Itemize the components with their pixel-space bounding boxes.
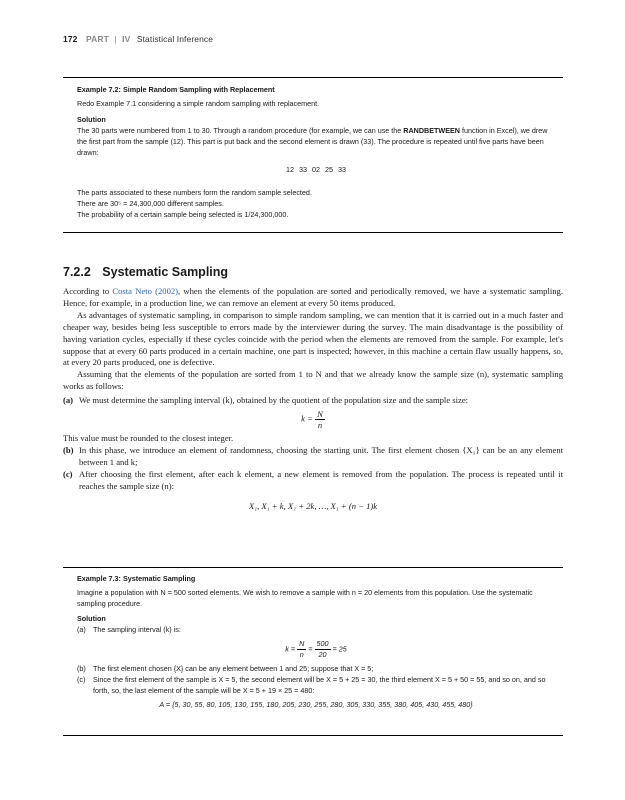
example2-step-b: (b) The first element chosen {X} can be any element between 1 and 25; suppose that X = 5; — [77, 664, 374, 673]
note-probability: The probability of a certain sample being selected is 1/24,300,000. — [77, 210, 289, 219]
sequence-formula: X₁, X₁ + k, X₁ + 2k, …, X₁ + (n − 1)k — [248, 500, 378, 511]
paragraph-3: Assuming that the elements of the population are sorted from 1 to N and that we already know the sample size (n), systematic sampling works as follows: — [63, 369, 563, 392]
example2-title: Example 7.3: Systematic Sampling — [77, 574, 196, 583]
part-title: Statistical Inference — [136, 34, 214, 44]
example-bottom-rule — [63, 232, 563, 233]
running-header — [63, 34, 213, 44]
section-title: Systematic Sampling — [102, 265, 229, 279]
example2-bottom-rule — [63, 735, 563, 736]
example2-step-a: (a) The sampling interval (k) is: — [77, 625, 181, 634]
example2-top-rule — [63, 567, 563, 568]
example-top-rule — [63, 77, 563, 78]
note-sample-count: There are 30⁵ = 24,300,000 different samples. — [77, 199, 224, 208]
body-text — [63, 286, 563, 513]
example-7-3 — [77, 573, 555, 710]
step-a: (a) We must determine the sampling interval (k), obtained by the quotient of the population size and the sample size: — [63, 395, 469, 406]
section-number: 7.2.2 — [63, 265, 91, 279]
header-separator: | — [114, 34, 117, 44]
step-b: (b) In this phase, we introduce an element of randomness, choosing the starting unit. The first element chosen {X₁} can be an any element between 1 and k; — [63, 444, 563, 467]
example-prompt: Redo Example 7.1 considering a simple random sampling with replacement. — [77, 99, 320, 108]
example-7-2 — [77, 84, 555, 220]
part-number: IV — [122, 34, 131, 44]
part-label: PART — [85, 34, 109, 44]
section-heading — [63, 265, 228, 279]
k-formula: k = $\frac{N}{n}$ — [301, 409, 323, 431]
interval-formula: k = $\frac{N}{n}$ = $\frac{500}{20}$ = 25 — [285, 639, 347, 659]
rounding-note: This value must be rounded to the closest integer. — [63, 433, 234, 444]
function-name: RANDBETWEEN — [403, 126, 460, 135]
page-number: 172 — [63, 34, 78, 44]
paragraph-1: According to Costa Neto (2002), when the elements of the population are sorted and periodically removed, we have a systematic sampling. Hence, for example, in a production line, we can remove an element at every 50 items produced. — [63, 286, 563, 308]
example2-solution-label: Solution — [77, 614, 106, 623]
citation-link[interactable]: Costa Neto (2002) — [112, 286, 179, 296]
solution-text: The 30 parts were numbered from 1 to 30. Through a random procedure (for example, we can use the RANDBETWEEN function in Excel), we drew the first part from the sample (12). This part is put back and the second element is drawn (33). The procedure is repeated until five parts have been drawn: — [77, 126, 548, 157]
example2-step-c: (c) Since the first element of the sample is X = 5, the second element will be X = 5 + 25 = 30, the third element X = 5 + 50 = 55, and so on, and so forth, so, the last element of the sample will be X = 5 + 19 × 25 = 480: — [77, 675, 546, 695]
note-random-sample: The parts associated to these numbers form the random sample selected. — [77, 188, 312, 197]
step-c: (c) After choosing the first element, after each k element, a new element is removed from the population. The process is repeated until it reaches the sample size (n): — [63, 468, 563, 491]
example-title: Example 7.2: Simple Random Sampling with Replacement — [77, 85, 275, 94]
sample-set: A = {5, 30, 55, 80, 105, 130, 155, 180, 205, 230, 255, 280, 305, 330, 355, 380, 405, 430, 455, 480} — [159, 700, 473, 709]
random-sample-values: 12 33 02 25 33 — [286, 165, 346, 174]
solution-label: Solution — [77, 115, 106, 124]
example2-prompt: Imagine a population with N = 500 sorted elements. We wish to remove a sample with n = 20 elements from this population. Use the systematic sampling procedure. — [77, 588, 533, 608]
paragraph-2: As advantages of systematic sampling, in comparison to simple random sampling, we can mention that it is carried out in a much faster and cheaper way, besides being less susceptible to errors made by the interviewer during the survey. The main disadvantage is the possibility of having variation cycles, especially if these cycles coincide with the period when the elements are removed from the sample. For example, let's suppose that at every 60 parts produced in a certain machine, one part is inspected; however, in this machine a certain flaw usually happens, so, at every 20 parts produced, one is defective. — [63, 309, 563, 368]
